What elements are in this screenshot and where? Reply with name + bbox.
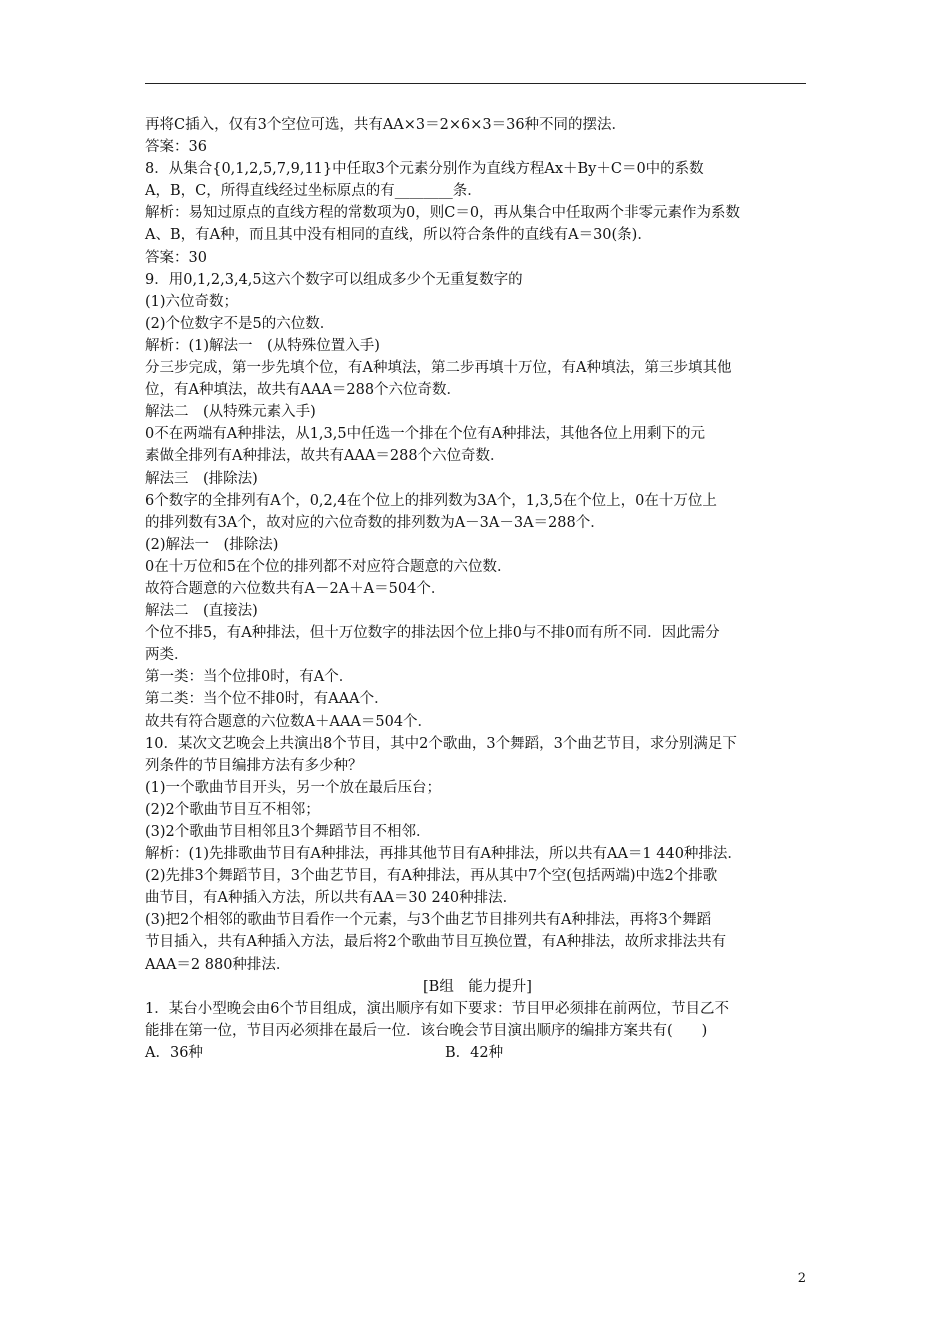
text-line: 故共有符合题意的六位数A＋AAA＝504个． <box>145 713 433 730</box>
text-line: 故符合题意的六位数共有A－2A＋A＝504个． <box>145 580 446 597</box>
text-line: 8．从集合{0,1,2,5,7,9,11}中任取3个元素分别作为直线方程Ax＋By＋C＝0中的系数 <box>145 161 704 178</box>
text-line: 解析：(1)解法一 (从特殊位置入手) <box>145 337 380 354</box>
text-line: 0在十万位和5在个位的排列都不对应符合题意的六位数． <box>145 558 512 575</box>
section-title: [B组 能力提升] <box>423 978 532 995</box>
text-line: 个位不排5，有A种排法，但十万位数字的排法因个位上排0与不排0而有所不同．因此需分 <box>145 625 720 642</box>
text-line: 10．某次文艺晚会上共演出8个节目，其中2个歌曲，3个舞蹈，3个曲艺节目，求分别满足下 <box>145 735 737 752</box>
text-line: 的排列数有3A个，故对应的六位奇数的排列数为A－3A－3A＝288个． <box>145 514 605 531</box>
text-line: (1)六位奇数； <box>145 293 239 310</box>
text-line: 素做全排列有A种排法，故共有AAA＝288个六位奇数． <box>145 448 505 465</box>
text-line: AAA＝2 880种排法． <box>145 956 291 973</box>
text-line: 第一类：当个位排0时，有A个． <box>145 669 354 686</box>
text-line: 解法二 (从特殊元素入手) <box>145 404 316 421</box>
text-line: 解法三 (排除法) <box>145 470 258 487</box>
text-line: 两类． <box>145 647 189 664</box>
text-line: 解析：易知过原点的直线方程的常数项为0，则C＝0，再从集合中任取两个非零元素作为系数 <box>145 205 741 222</box>
text-line: 答案：30 <box>145 249 207 266</box>
text-line: (3)把2个相邻的歌曲节目看作一个元素，与3个曲艺节目排列共有A种排法，再将3个舞蹈 <box>145 912 712 929</box>
text-line: (2)先排3个舞蹈节目，3个曲艺节目，有A种排法，再从其中7个空(包括两端)中选2个排歌 <box>145 868 718 885</box>
text-line: 答案：36 <box>145 139 207 156</box>
text-line: (3)2个歌曲节目相邻且3个舞蹈节目不相邻． <box>145 824 431 840</box>
text-line: 能排在第一位，节目丙必须排在最后一位．该台晚会节目演出顺序的编排方案共有( ) <box>145 1022 708 1039</box>
text-line: 6个数字的全排列有A个，0,2,4在个位上的排列数为3A个，1,3,5在个位上，0在十万位上 <box>145 492 717 509</box>
text-line: 解法二 (直接法) <box>145 603 258 620</box>
text-line: 第二类：当个位不排0时，有AAA个． <box>145 691 389 708</box>
text-line: (1)一个歌曲节目开头，另一个放在最后压台； <box>145 779 442 796</box>
choice-a: A．36种 <box>145 1044 203 1061</box>
document-body <box>145 114 810 1064</box>
answer-choices <box>145 1042 810 1064</box>
text-line: (2)2个歌曲节目互不相邻； <box>145 801 320 818</box>
text-line: 再将C插入，仅有3个空位可选，共有AA×3＝2×6×3＝36种不同的摆法． <box>145 117 627 133</box>
page-number: 2 <box>797 1271 806 1286</box>
text-line: 9．用0,1,2,3,4,5这六个数字可以组成多少个无重复数字的 <box>145 271 523 288</box>
text-line: 位，有A种填法，故共有AAA＝288个六位奇数． <box>145 382 462 399</box>
text-line: A，B，C，所得直线经过坐标原点的有________条． <box>145 183 482 200</box>
header-rule <box>145 83 806 84</box>
text-line: (2)个位数字不是5的六位数． <box>145 315 335 332</box>
text-line: (2)解法一 (排除法) <box>145 536 279 553</box>
text-line: 1．某台小型晚会由6个节目组成，演出顺序有如下要求：节目甲必须排在前两位，节目乙不 <box>145 1000 729 1017</box>
text-line: 曲节目，有A种插入方法，所以共有AA＝30 240种排法． <box>145 890 518 907</box>
text-line: 0不在两端有A种排法，从1,3,5中任选一个排在个位有A种排法，其他各位上用剩下的元 <box>145 426 706 443</box>
text-line: 节目插入，共有A种插入方法，最后将2个歌曲节目互换位置，有A种排法，故所求排法共有 <box>145 934 727 951</box>
text-line: 分三步完成，第一步先填个位，有A种填法，第二步再填十万位，有A种填法，第三步填其他 <box>145 360 732 377</box>
text-line: A、B，有A种，而且其中没有相同的直线，所以符合条件的直线有A＝30(条)． <box>145 227 652 244</box>
choice-b: B．42种 <box>445 1044 504 1061</box>
text-line: 解析：(1)先排歌曲节目有A种排法，再排其他节目有A种排法，所以共有AA＝1 440种排法． <box>145 846 742 863</box>
text-line: 列条件的节目编排方法有多少种？ <box>145 757 363 774</box>
